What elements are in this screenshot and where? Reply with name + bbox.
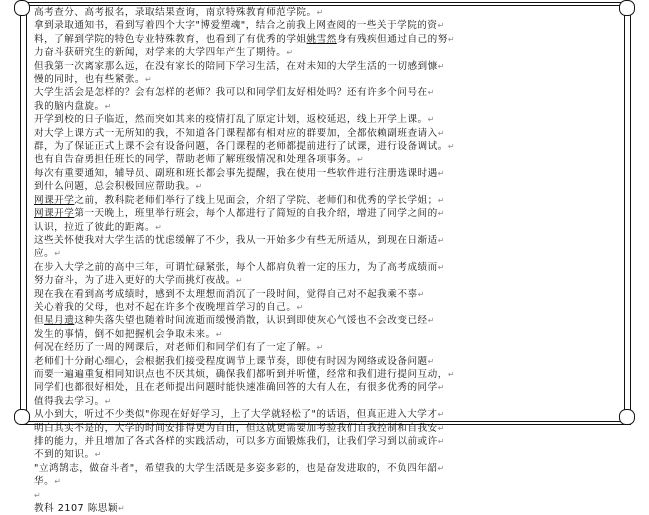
line-text: 第一天晚上，班里举行班会，每个人都进行了简短的自我介绍，增进了同学之间的 <box>74 208 438 220</box>
text-line <box>34 100 618 113</box>
line-text: 高考查分、高考报名，录取结果查询，南京特殊教育师范学院。 <box>34 7 317 18</box>
line-text: 这些关怀使我对大学生活的忧虑缓解了不少，我从一开始多少有些无所适从，到现在日渐适 <box>34 234 438 246</box>
text-line <box>34 207 618 220</box>
text-line <box>34 247 618 260</box>
line-text: 从小到大，听过不少类似"你现在好好学习，上了大学就轻松了"的话语，但真正进入大学才 <box>34 409 438 421</box>
paragraph-mark-icon: ↵ <box>155 222 163 232</box>
line-text: 努力奋斗，为了进入更好的大学而挑灯夜战。 <box>34 275 236 287</box>
paragraph-mark-icon: ↵ <box>145 75 153 85</box>
paragraph-mark-icon: ↵ <box>117 504 126 514</box>
text-line <box>34 274 618 287</box>
paragraph-mark-icon: ↵ <box>357 155 365 165</box>
line-text: 开学到校的日子临近，然而突如其来的疫情打乱了原定计划，返校延迟，线上开学上课。 <box>34 114 428 126</box>
text-line <box>34 435 618 448</box>
line-text: 认识，拉近了彼此的距离。 <box>34 221 156 233</box>
line-text: 到什么问题，总会积极回应帮助我。 <box>34 181 196 193</box>
paragraph-mark-icon: ↵ <box>447 142 456 152</box>
paragraph-mark-icon: ↵ <box>437 262 445 272</box>
paragraph-mark-icon: ↵ <box>104 396 112 406</box>
text-line <box>34 448 618 461</box>
paragraph-mark-icon: ↵ <box>437 463 445 473</box>
paragraph-mark-icon: ↵ <box>417 289 425 299</box>
line-text: 老师们十分耐心细心，会根据我们接受程度调节上课节奏，即使有时因为网络或设备问题 <box>34 355 428 367</box>
paragraph-mark-icon: ↵ <box>54 477 62 487</box>
text-line <box>34 462 618 475</box>
line-text: 慢的同时，也有些紧张。 <box>34 74 146 86</box>
paragraph-mark-icon: ↵ <box>437 128 445 138</box>
line-text: 教科 2107 陈思颖 <box>34 503 118 515</box>
line-text: 而要一遍遍重复相同知识点也不厌其烦，确保我们都听到并听懂，经常和我们进行提问互动， <box>34 368 448 380</box>
text-line <box>34 180 618 193</box>
paragraph-mark-icon: ↵ <box>437 423 445 433</box>
line-text: 料，了解到学院的特色专业特殊教育，也看到了有优秀的学姐 <box>34 33 307 45</box>
line-text: 不到的知识。 <box>34 449 95 461</box>
text-line <box>34 60 618 73</box>
text-line <box>34 167 618 180</box>
text-line <box>34 73 618 86</box>
paragraph-mark-icon: ↵ <box>437 21 445 31</box>
text-line <box>34 140 618 153</box>
paragraph-mark-icon: ↵ <box>437 235 445 245</box>
text-line <box>34 502 618 515</box>
paragraph-mark-icon: ↵ <box>195 182 203 192</box>
line-text: 同学们也都很好相处，且在老师提出问题时能快速准确回答的大有人在，有很多优秀的同学 <box>34 382 438 394</box>
paragraph-mark-icon: ↵ <box>427 88 435 98</box>
line-text: 在步入大学之前的高中三年，可谓忙碌紧张，每个人都肩负着一定的压力，为了高考成绩而 <box>34 261 438 273</box>
document-body <box>34 6 618 515</box>
line-text: 这种失落失望也随着时间流逝而缓慢消散，认识到即使灰心气馁也不会改变已经 <box>74 315 428 327</box>
line-text: 力奋斗获研究生的新闻，对学来的大学四年产生了期待。 <box>34 47 287 59</box>
text-line <box>34 46 618 59</box>
text-line <box>34 368 618 381</box>
text-line <box>34 194 618 207</box>
line-text: 对大学上课方式一无所知的我，不知道各门课程都有相对应的群要加，全都依赖副班查请入 <box>34 127 438 139</box>
text-line <box>34 288 618 301</box>
paragraph-mark-icon: ↵ <box>54 249 62 259</box>
text-line <box>34 314 618 327</box>
line-text: 排的能力，并且增加了各式各样的实践活动，可以多方面锻炼我们，让我们学习到以前或许 <box>34 436 438 447</box>
underlined-name: 网课开学 <box>34 208 75 220</box>
line-text: 我的脑内盘旋。 <box>34 100 105 112</box>
line-text: 发生的事情，倒不如把握机会争取未来。 <box>34 328 216 340</box>
text-line <box>34 395 618 408</box>
line-text: 明白其实不是的，大学的时间安排得更为自由，但这就更需要加考验我们自我控制和自我安 <box>34 422 438 434</box>
underlined-name: 姚雪然 <box>306 33 337 45</box>
text-line <box>34 328 618 341</box>
text-line <box>34 422 618 435</box>
paragraph-mark-icon: ↵ <box>34 490 42 500</box>
paragraph-mark-icon: ↵ <box>437 383 445 393</box>
corner-ornament-icon <box>619 409 635 425</box>
underlined-name: 星月遗 <box>44 315 75 327</box>
text-line <box>34 381 618 394</box>
text-line <box>34 261 618 274</box>
line-text: 每次有重要通知，辅导员、副班和班长都会事先提醒，我在使用一些软件进行注册选课时遇 <box>34 167 438 179</box>
line-text: 关心着我的父母，也对不起在许多个夜晚埋首学习的自己。 <box>34 301 297 313</box>
underlined-name: 网课开学 <box>34 194 75 206</box>
line-text: "立鸿鹄志，做奋斗者"，希望我的大学生活既是多姿多彩的，也是奋发进取的，不负四年韶 <box>34 462 438 474</box>
line-text: 大学生活会是怎样的？会有怎样的老师？我可以和同学们友好相处吗？还有许多个问号在 <box>34 87 428 99</box>
text-line <box>34 33 618 46</box>
paragraph-mark-icon: ↵ <box>296 302 304 312</box>
text-line <box>34 234 618 247</box>
paragraph-mark-icon: ↵ <box>286 48 294 58</box>
line-text: 之前，教科院老师们举行了线上见面会，介绍了学院、老师们和优秀的学长学姐； <box>74 194 438 206</box>
paragraph-mark-icon: ↵ <box>316 343 324 353</box>
paragraph-mark-icon: ↵ <box>427 356 435 366</box>
corner-ornament-icon <box>619 0 635 16</box>
paragraph-mark-icon: ↵ <box>437 209 445 219</box>
line-text: 何况在经历了一周的网课后，对老师们和同学们有了一定了解。 <box>34 342 317 354</box>
text-line <box>34 113 618 126</box>
text-line <box>34 153 618 166</box>
text-line <box>34 341 618 354</box>
text-line <box>34 408 618 421</box>
paragraph-mark-icon: ↵ <box>447 369 456 379</box>
text-line <box>34 86 618 99</box>
line-text: 现在我在看到高考成绩时，感到不太理想而消沉了一段时间，觉得自己对不起我乘不辜 <box>34 288 418 300</box>
paragraph-mark-icon: ↵ <box>447 34 456 44</box>
text-line <box>34 355 618 368</box>
paragraph-mark-icon: ↵ <box>104 101 112 111</box>
paragraph-mark-icon: ↵ <box>437 61 445 71</box>
line-text: 也有自告奋勇担任班长的同学，帮助老师了解班级情况和处理各项事务。 <box>34 154 357 166</box>
paragraph-mark-icon: ↵ <box>437 168 445 178</box>
line-text: 但我第一次离家那么远，在没有家长的陪同下学习生活，在对未知的大学生活的一切感到慷 <box>34 60 438 72</box>
text-line <box>34 19 618 32</box>
corner-ornament-icon <box>14 0 30 16</box>
line-text: 但 <box>34 315 45 327</box>
paragraph-mark-icon: ↵ <box>437 195 445 205</box>
text-line <box>34 301 618 314</box>
paragraph-mark-icon: ↵ <box>235 276 244 286</box>
text-line <box>34 489 618 502</box>
line-text: 应。 <box>34 248 55 260</box>
paragraph-mark-icon: ↵ <box>427 316 435 326</box>
text-line <box>34 127 618 140</box>
line-text: 身有残疾但通过自己的努 <box>336 33 448 45</box>
corner-ornament-icon <box>14 409 30 425</box>
paragraph-mark-icon: ↵ <box>427 115 435 125</box>
paragraph-mark-icon: ↵ <box>316 8 324 17</box>
line-text: 拿到录取通知书，看到写着四个大字"博爱塑魂"，结合之前我上网查阅的一些关于学院的资 <box>34 20 438 32</box>
paragraph-mark-icon: ↵ <box>215 329 223 339</box>
line-text: 值得我去学习。 <box>34 395 105 407</box>
text-line <box>34 475 618 488</box>
paragraph-mark-icon: ↵ <box>437 410 445 420</box>
line-text: 华。 <box>34 476 55 488</box>
paragraph-mark-icon: ↵ <box>94 450 102 460</box>
text-line <box>34 221 618 234</box>
paragraph-mark-icon: ↵ <box>437 437 445 446</box>
text-line <box>34 6 618 19</box>
line-text: 群，为了保证正式上课不会有设备问题，各门课程的老师都提前进行了试课，进行设备调试。 <box>34 141 448 153</box>
